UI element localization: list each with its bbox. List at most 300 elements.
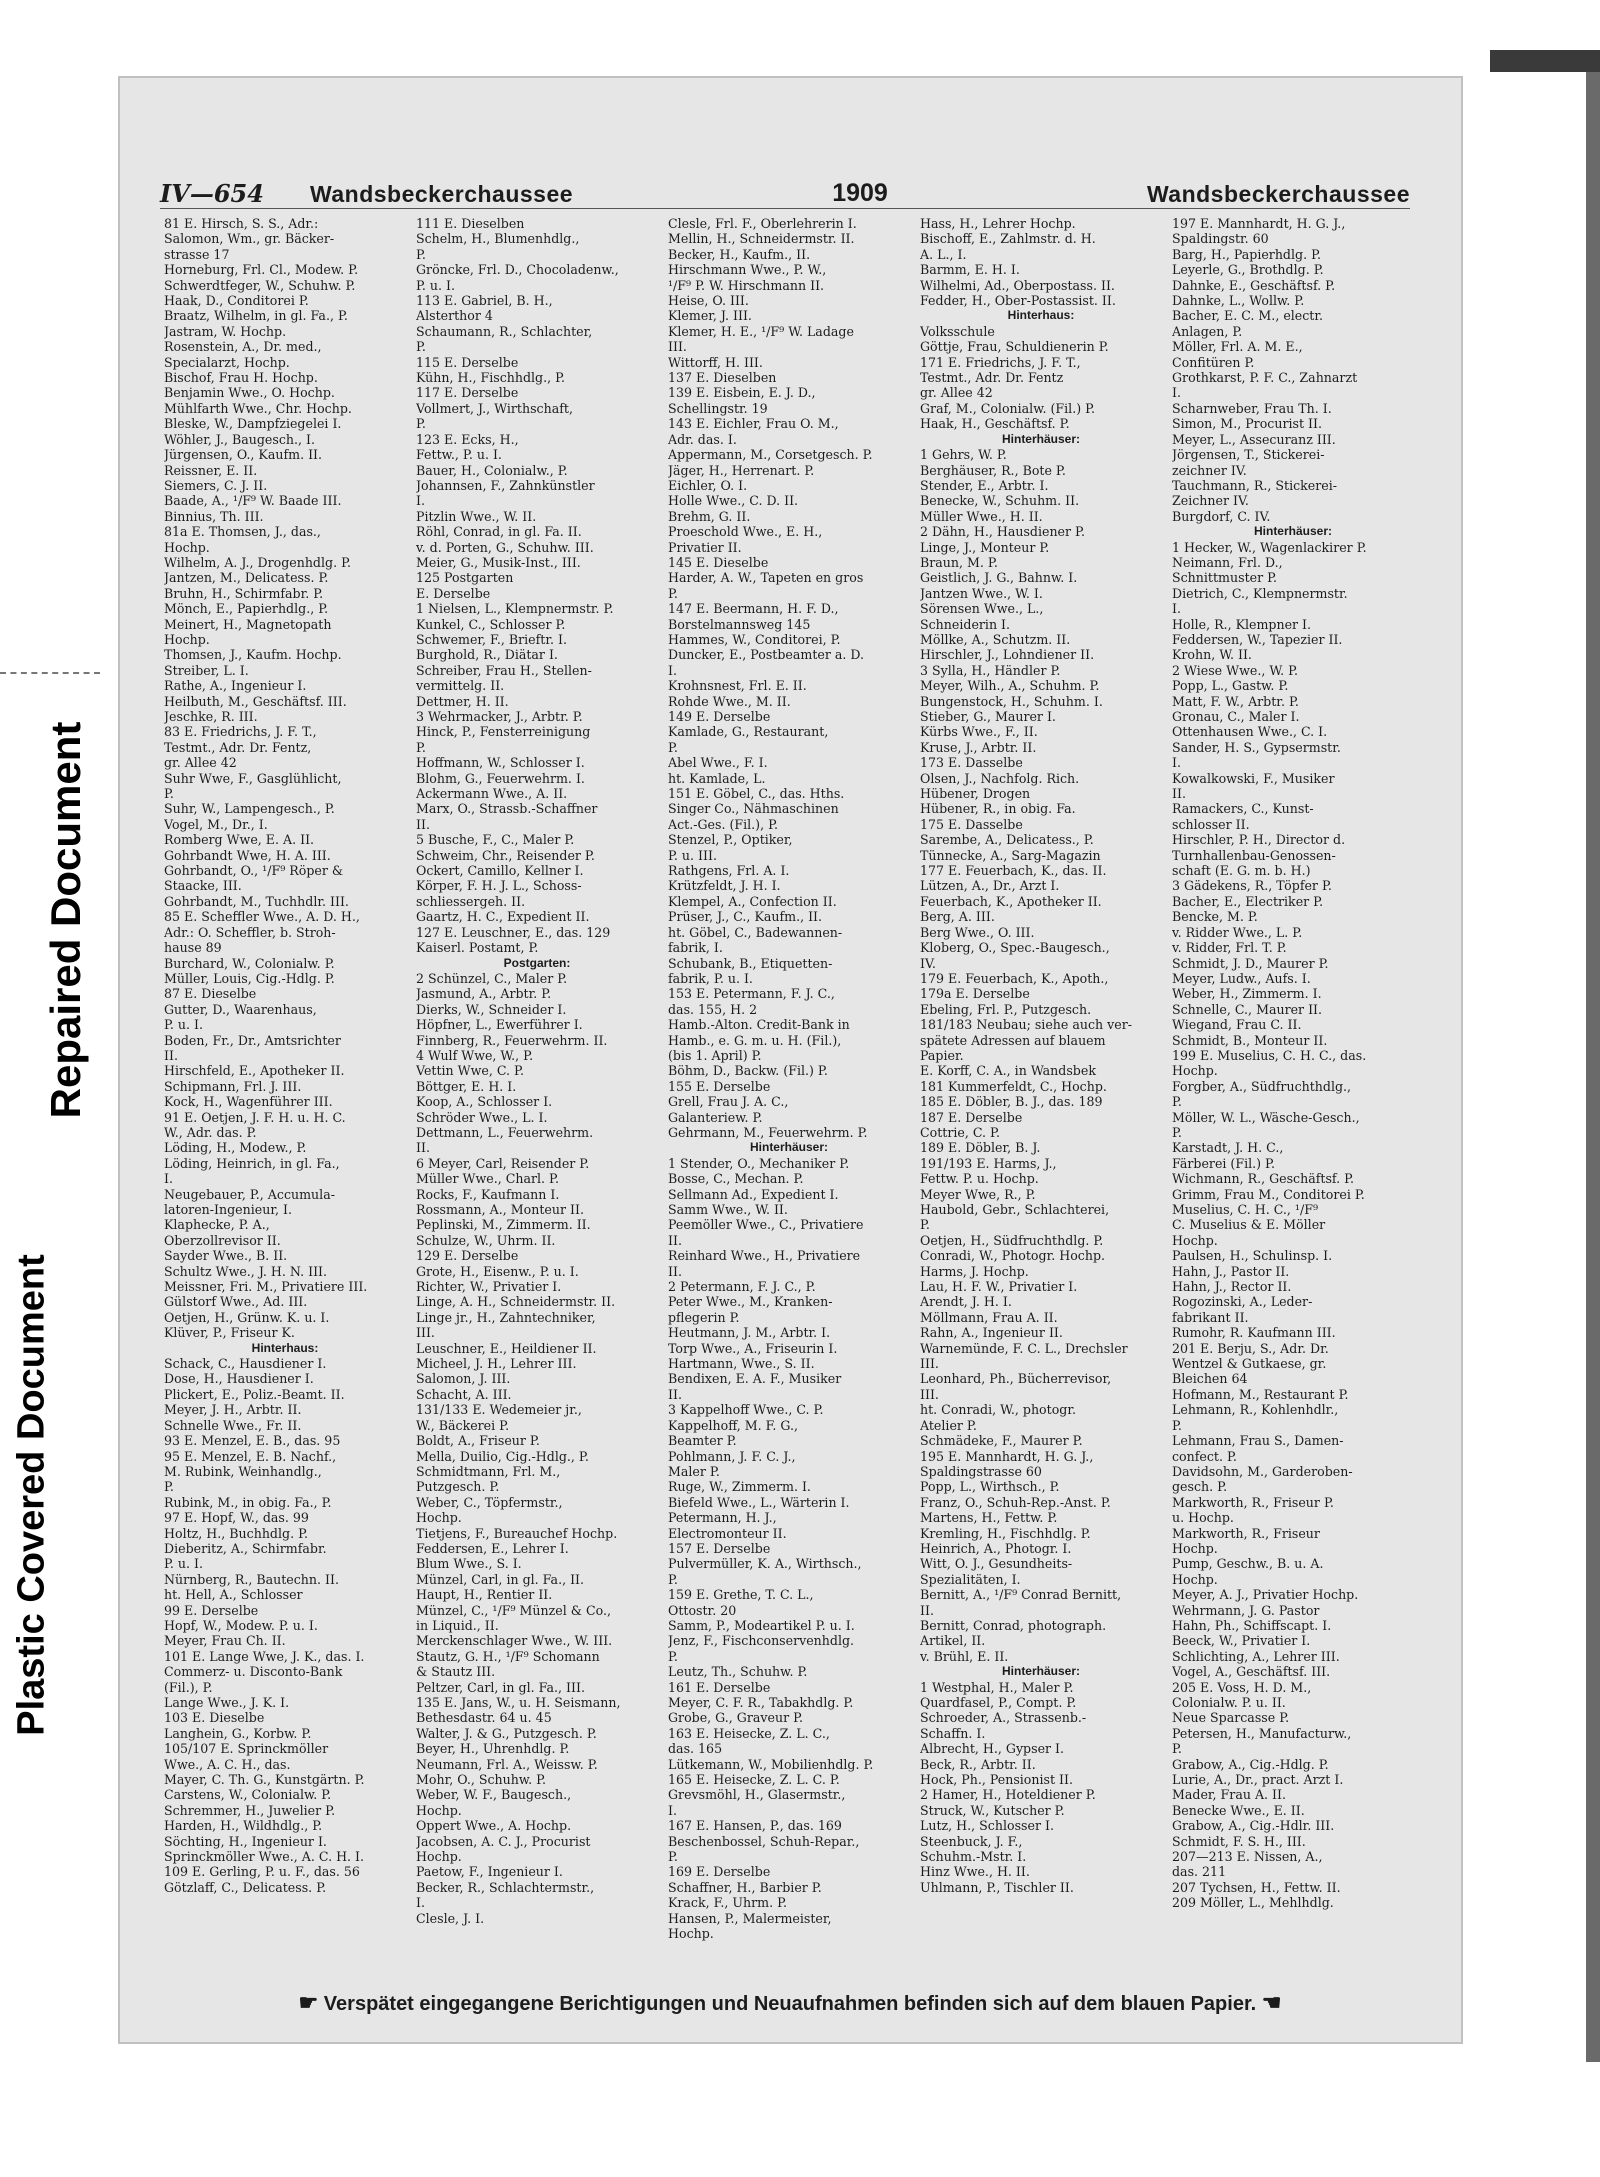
directory-entry: Söchting, H., Ingenieur I. [164, 1833, 327, 1849]
directory-entry: 4 Wulf Wwe, W., P. [416, 1047, 534, 1063]
cut-marker [0, 672, 100, 674]
directory-entry: Specialarzt, Hochp. [164, 354, 290, 370]
directory-entry: Gohrbandt, O., ¹/F⁹ Röper & [164, 863, 344, 879]
directory-entry: Hammes, W., Conditorei, P. [668, 631, 841, 647]
directory-entry: Pitzlin Wwe., W. II. [416, 508, 537, 524]
directory-entry: Bruhn, H., Schirmfabr. P. [164, 585, 324, 601]
directory-entry: P. [1172, 1741, 1182, 1757]
directory-entry: P. [668, 1648, 678, 1664]
directory-entry: 103 E. Dieselbe [164, 1710, 265, 1726]
directory-entry: Böhm, D., Backw. (Fil.) P. [668, 1063, 828, 1079]
directory-entry: Feddersen, W., Tapezier II. [1172, 631, 1343, 647]
directory-entry: Bacher, E. C. M., electr. [1172, 308, 1324, 324]
directory-entry: Hochp. [164, 631, 210, 647]
directory-entry: I. [668, 1802, 677, 1818]
directory-entry: Kruse, J., Arbtr. II. [920, 739, 1037, 755]
directory-entry: Dietrich, C., Klempnermstr. [1172, 585, 1348, 601]
directory-entry: Schuhm.-Mstr. I. [920, 1849, 1027, 1865]
directory-entry: Vogel, A., Geschäftsf. III. [1172, 1664, 1331, 1680]
directory-entry: Möllke, A., Schutzm. II. [920, 631, 1071, 647]
directory-entry: Lutz, H., Schlosser I. [920, 1818, 1054, 1834]
directory-entry: Krohnsnest, Frl. E. II. [668, 678, 807, 694]
directory-entry: Hinz Wwe., H. II. [920, 1864, 1030, 1880]
directory-entry: II. [416, 1140, 430, 1156]
directory-entry: Hamb., e. G. m. u. H. (Fil.), [668, 1032, 842, 1048]
directory-entry: Krohn, W. II. [1172, 647, 1252, 663]
directory-entry: Warnemünde, F. C. L., Drechsler [920, 1340, 1128, 1356]
directory-entry: Fettw. P. u. Hochp. [920, 1171, 1039, 1187]
directory-entry: II. [920, 1602, 934, 1618]
directory-entry: 149 E. Derselbe [668, 709, 771, 724]
directory-entry: Sander, H. S., Gypsermstr. [1172, 739, 1341, 755]
directory-entry: Schlichting, A., Lehrer III. [1172, 1648, 1340, 1664]
directory-entry: II. [1172, 786, 1186, 802]
directory-entry: Lehmann, Frau S., Damen- [1172, 1433, 1344, 1449]
directory-entry: 185 E. Döbler, B. J., das. 189 [920, 1094, 1103, 1110]
directory-entry: Papier. [920, 1047, 964, 1063]
directory-entry: 207—213 E. Nissen, A., [1172, 1849, 1323, 1865]
directory-entry: Sprinckmöller Wwe., A. C. H. I. [164, 1849, 365, 1865]
directory-entry: Kamlade, G., Restaurant, [668, 724, 829, 740]
directory-entry: vermittelg. II. [416, 678, 505, 694]
directory-entry: & Stautz III. [416, 1664, 496, 1680]
directory-entry: schlosser II. [1172, 816, 1250, 832]
directory-entry: Karstadt, J. H. C., [1172, 1140, 1284, 1156]
directory-entry: Schaffn. I. [920, 1725, 986, 1741]
directory-entry: Act.-Ges. (Fil.), P. [668, 816, 779, 832]
directory-entry: Spaldingstr. 60 [1172, 231, 1269, 247]
directory-entry: II. [164, 1047, 178, 1063]
directory-entry: Dettmer, H. II. [416, 693, 509, 709]
directory-entry: 163 E. Heisecke, Z. L. C., [668, 1725, 830, 1741]
directory-entry: Meyer, Ludw., Aufs. I. [1172, 970, 1311, 986]
directory-entry: Salomon, Wm., gr. Bäcker- [164, 231, 335, 247]
directory-entry: Davidsohn, M., Garderoben- [1172, 1463, 1353, 1479]
directory-entry: Bauer, H., Colonialw., P. [416, 462, 568, 478]
side-label-plastic-covered: Plastic Covered Document [10, 1254, 53, 1736]
directory-entry: 143 E. Eichler, Frau O. M., [668, 416, 839, 432]
directory-entry: Haak, H., Geschäftsf. P. [920, 416, 1070, 432]
section-heading: Hinterhaus: [251, 1340, 319, 1355]
directory-entry: Merckenschlager Wwe., W. III. [416, 1633, 613, 1649]
directory-entry: Bethesdastr. 64 u. 45 [416, 1710, 552, 1726]
directory-entry: Putzgesch. P. [416, 1479, 500, 1495]
directory-entry: Arendt, J. H. I. [920, 1294, 1012, 1310]
directory-entry: Müller Wwe., Charl. P. [416, 1171, 559, 1187]
directory-entry: Ottenhausen Wwe., C. I. [1172, 724, 1328, 740]
directory-entry: 189 E. Döbler, B. J. [920, 1140, 1041, 1156]
directory-entry: Schmidt, F. S. H., III. [1172, 1833, 1306, 1849]
directory-entry: Klemer, H. E., ¹/F⁹ W. Ladage [668, 323, 854, 339]
directory-entry: Pohlmann, J. F. C. J., [668, 1448, 796, 1464]
directory-entry: schliessergeh. II. [416, 893, 526, 909]
directory-entry: Struck, W., Kutscher P. [920, 1802, 1065, 1818]
directory-entry: Volksschule [920, 323, 995, 339]
directory-entry: E. Derselbe [416, 585, 491, 601]
directory-entry: Weber, C., Töpfermstr., [416, 1494, 563, 1510]
directory-entry: Schmidtmann, Frl. M., [416, 1463, 561, 1479]
directory-entry: Ottostr. 20 [668, 1602, 737, 1618]
directory-entry: Rosenstein, A., Dr. med., [164, 339, 322, 355]
directory-entry: Alsterthor 4 [416, 308, 493, 324]
directory-entry: 3 Sylla, H., Händler P. [920, 662, 1061, 678]
directory-entry: Harden, H., Wildhdlg., P. [164, 1818, 323, 1834]
directory-entry: 85 E. Scheffler Wwe., A. D. H., [164, 909, 360, 925]
directory-entry: Dose, H., Hausdiener I. [164, 1371, 314, 1387]
directory-entry: 6 Meyer, Carl, Reisender P. [416, 1155, 590, 1171]
directory-entry: Streiber, L. I. [164, 662, 249, 678]
directory-entry: Dahnke, E., Geschäftsf. P. [1172, 277, 1336, 293]
directory-entry: 105/107 E. Sprinckmöller [164, 1741, 329, 1757]
directory-entry: 195 E. Mannhardt, H. G. J., [920, 1448, 1094, 1464]
directory-entry: 3 Wehrmacker, J., Arbtr. P. [416, 709, 583, 724]
directory-entry: 3 Kappelhoff Wwe., C. P. [668, 1402, 824, 1418]
directory-entry: 145 E. Dieselbe [668, 554, 769, 570]
directory-entry: Appermann, M., Corsetgesch. P. [668, 447, 873, 463]
directory-entry: Krützfeldt, J. H. I. [668, 878, 781, 894]
directory-entry: Beyer, H., Uhrenhdlg. P. [416, 1741, 570, 1757]
directory-entry: 187 E. Derselbe [920, 1109, 1023, 1125]
directory-entry: II. [668, 1263, 682, 1279]
directory-entry: Testmt., Adr. Dr. Fentz, [164, 739, 312, 755]
directory-entry: 205 E. Voss, H. D. M., [1172, 1679, 1312, 1695]
directory-entry: 3 Gädekens, R., Töpfer P. [1172, 878, 1332, 894]
directory-entry: Mellin, H., Schneidermstr. II. [668, 231, 855, 247]
directory-entry: Sarembe, A., Delicatess., P. [920, 832, 1094, 848]
footer-note [160, 1990, 1420, 2016]
directory-entry: Pump, Geschw., B. u. A. [1172, 1556, 1324, 1572]
directory-entry: Atelier P. [920, 1417, 977, 1433]
directory-entry: Möllmann, Frau A. II. [920, 1309, 1058, 1325]
directory-entry: 5 Busche, F., C., Maler P. [416, 832, 575, 848]
directory-entry: Hass, H., Lehrer Hochp. [920, 216, 1076, 231]
directory-entry: Muselius, C. H. C., ¹/F⁹ [1172, 1202, 1319, 1217]
directory-entry: Dierks, W., Schneider I. [416, 1001, 567, 1017]
directory-entry: Möller, W. L., Wäsche-Gesch., [1172, 1109, 1360, 1125]
directory-entry: Maler P. [668, 1463, 720, 1479]
directory-entry: Schellingstr. 19 [668, 400, 768, 416]
directory-entry: Schulze, W., Uhrm. II. [416, 1232, 556, 1248]
directory-entry: Petermann, H. J., [668, 1510, 777, 1526]
directory-entry: P. [416, 246, 426, 262]
directory-entry: P. u. I. [416, 277, 456, 293]
directory-entry: Meinert, H., Magnetopath [164, 616, 332, 632]
directory-entry: 1 Nielsen, L., Klempnermstr. P. [416, 601, 614, 617]
directory-entry: Binnius, Th. III. [164, 508, 264, 524]
directory-entry: Vettin Wwe, C. P. [416, 1063, 524, 1079]
directory-entry: 101 E. Lange Wwe, J. K., das. I. [164, 1648, 365, 1664]
directory-entry: Wentzel & Gutkaese, gr. [1172, 1356, 1327, 1372]
entry-columns [164, 216, 1414, 2034]
directory-entry: Münzel, C., ¹/F⁹ Münzel & Co., [416, 1602, 611, 1618]
directory-entry: P. [416, 339, 426, 355]
directory-entry: Geistlich, J. G., Bahnw. I. [920, 570, 1078, 586]
directory-entry: Gaartz, H. C., Expedient II. [416, 909, 590, 925]
directory-entry: W., Bäckerei P. [416, 1417, 510, 1433]
directory-entry: P. [668, 1571, 678, 1587]
directory-entry: Salomon, J. III. [416, 1371, 511, 1387]
directory-entry: Leuschner, E., Heildiener II. [416, 1340, 597, 1356]
directory-entry: confect. P. [1172, 1448, 1237, 1464]
directory-entry: I. [416, 1895, 425, 1911]
directory-entry: Petersen, H., Manufacturw., [1172, 1725, 1352, 1741]
directory-entry: Hochp. [164, 539, 210, 555]
directory-entry: Rocks, F., Kaufmann I. [416, 1186, 560, 1202]
directory-entry: Schneiderin I. [920, 616, 1011, 632]
directory-entry: 199 E. Muselius, C. H. C., das. [1172, 1047, 1367, 1063]
directory-entry: Mühlfarth Wwe., Chr. Hochp. [164, 400, 352, 416]
directory-entry: Grevsmöhl, H., Glasermstr., [668, 1787, 846, 1803]
directory-entry: spätete Adressen auf blauem [920, 1032, 1106, 1048]
directory-entry: II. [668, 1386, 682, 1402]
directory-entry: Carstens, W., Colonialw. P. [164, 1787, 332, 1803]
directory-entry: II. [668, 1232, 682, 1248]
directory-entry: W., Adr. das. P. [164, 1124, 257, 1140]
directory-entry: 99 E. Derselbe [164, 1602, 259, 1618]
directory-entry: Turnhallenbau-Genossen- [1172, 847, 1336, 863]
directory-entry: Oppert Wwe., A. Hochp. [416, 1818, 572, 1834]
directory-entry: Klüver, P., Friseur K. [164, 1325, 295, 1341]
directory-entry: C. Muselius & E. Möller [1172, 1217, 1326, 1233]
directory-entry: Bischoff, E., Zahlmstr. d. H. [920, 231, 1096, 247]
directory-entry: 95 E. Menzel, E. B. Nachf., [164, 1448, 337, 1464]
directory-entry: A. L., I. [920, 246, 967, 262]
directory-entry: Hahn, Ph., Schiffscapt. I. [1172, 1617, 1332, 1633]
directory-entry: Rathe, A., Ingenieur I. [164, 678, 307, 694]
directory-entry: P. u. I. [164, 1017, 204, 1033]
directory-entry: Kock, H., Wagenführer III. [164, 1094, 333, 1110]
directory-entry: Brehm, G. II. [668, 508, 751, 524]
directory-entry: Ebeling, Frl. P., Putzgesch. [920, 1001, 1092, 1017]
directory-entry: Schwemer, F., Brieftr. I. [416, 631, 567, 647]
directory-entry: Wilhelm, A. J., Drogenhdlg. P. [164, 554, 352, 570]
directory-entry: Neimann, Frl. D., [1172, 554, 1283, 570]
directory-entry: Jantzen, M., Delicatess. P. [164, 570, 329, 586]
directory-entry: P. u. III. [668, 847, 717, 863]
directory-entry: Burchard, W., Colonialw. P. [164, 955, 335, 971]
directory-entry: v. Ridder, Frl. T. P. [1172, 940, 1287, 956]
directory-entry: gr. Allee 42 [920, 385, 993, 401]
directory-entry: Rumohr, R. Kaufmann III. [1172, 1325, 1336, 1341]
directory-entry: Wöhler, J., Baugesch., I. [164, 431, 315, 447]
directory-entry: Forgber, A., Südfruchthdlg., [1172, 1078, 1352, 1094]
directory-entry: Hirschler, J., Lohndiener II. [920, 647, 1095, 663]
directory-entry: P. [416, 416, 426, 432]
directory-entry: Fedder, H., Ober-Postassist. II. [920, 293, 1116, 309]
directory-entry: Berghäuser, R., Bote P. [920, 462, 1066, 478]
directory-entry: Steenbuck, J. F., [920, 1833, 1023, 1849]
directory-entry: Weber, W. F., Baugesch., [416, 1787, 572, 1803]
directory-entry: Hinck, P., Fensterreinigung [416, 724, 591, 740]
directory-entry: Gutter, D., Waarenhaus, [164, 1001, 317, 1017]
directory-entry: Marx, O., Strassb.-Schaffner [416, 801, 598, 817]
directory-entry: 91 E. Oetjen, J. F. H. u. H. C. [164, 1109, 346, 1125]
directory-entry: Blohm, G., Feuerwehrm. I. [416, 770, 585, 786]
directory-entry: I. [668, 662, 677, 678]
directory-entry: Gehrmann, M., Feuerwehrm. P. [668, 1124, 868, 1140]
column-2 [416, 216, 658, 2034]
directory-entry: 137 E. Dieselben [668, 370, 777, 386]
directory-entry: Benecke, W., Schuhm. II. [920, 493, 1080, 509]
directory-entry: Torp Wwe., A., Friseurin I. [668, 1340, 838, 1356]
directory-entry: Kremling, H., Fischhdlg. P. [920, 1525, 1091, 1541]
directory-entry: Pulvermüller, K. A., Wirthsch., [668, 1556, 862, 1572]
directory-entry: Uhlmann, P., Tischler II. [920, 1879, 1074, 1895]
directory-entry: Burghold, R., Diätar I. [416, 647, 558, 663]
directory-entry: Vogel, M., Dr., I. [164, 816, 268, 832]
side-label-repaired: Repaired Document [42, 721, 89, 1119]
directory-entry: Boden, Fr., Dr., Amtsrichter [164, 1032, 341, 1048]
directory-entry: Rohde Wwe., M. II. [668, 693, 791, 709]
directory-entry: 83 E. Friedrichs, J. F. T., [164, 724, 317, 740]
directory-entry: Blum Wwe., S. I. [416, 1556, 522, 1572]
page-header [160, 174, 1410, 209]
directory-entry: das. 155, H. 2 [668, 1001, 758, 1017]
directory-entry: Bencke, M. P. [1172, 909, 1258, 925]
directory-entry: (bis 1. April) P. [668, 1047, 762, 1063]
directory-entry: 2 Schünzel, C., Maler P. [416, 970, 568, 986]
directory-entry: 175 E. Dasselbe [920, 816, 1023, 832]
directory-entry: Jastram, W. Hochp. [164, 323, 287, 339]
directory-entry: Spaldingstrasse 60 [920, 1463, 1042, 1479]
directory-entry: schaft (E. G. m. b. H.) [1172, 863, 1311, 879]
directory-entry: Colonialw. P. u. II. [1172, 1695, 1286, 1710]
directory-entry: 139 E. Eisbein, E. J. D., [668, 385, 816, 401]
directory-entry: Franz, O., Schuh-Rep.-Anst. P. [920, 1494, 1111, 1510]
directory-entry: Bacher, E., Electriker P. [1172, 893, 1324, 909]
directory-entry: 161 E. Derselbe [668, 1679, 771, 1695]
directory-entry: Barg, H., Papierhdlg. P. [1172, 246, 1322, 262]
directory-entry: Braatz, Wilhelm, in gl. Fa., P. [164, 308, 348, 324]
directory-entry: Tünnecke, A., Sarg-Magazin [920, 847, 1101, 863]
directory-entry: Beeck, W., Privatier I. [1172, 1633, 1311, 1649]
directory-entry: Linge, J., Monteur P. [920, 539, 1050, 555]
directory-entry: Löding, H., Modew., P. [164, 1140, 307, 1156]
directory-entry: Tietjens, F., Bureauchef Hochp. [416, 1525, 618, 1541]
directory-entry: Stenzel, P., Optiker, [668, 832, 793, 848]
directory-entry: Popp, L., Gastw. P. [1172, 678, 1289, 694]
directory-entry: P. [668, 1849, 678, 1865]
directory-entry: Olsen, J., Nachfolg. Rich. [920, 770, 1080, 786]
directory-entry: 207 Tychsen, H., Fettw. II. [1172, 1879, 1341, 1895]
directory-entry: Wwe., A. C. H., das. [164, 1756, 291, 1772]
directory-entry: Dahnke, L., Wollw. P. [1172, 293, 1305, 309]
directory-entry: Böttger, E. H. I. [416, 1078, 517, 1094]
directory-entry: Paetow, F., Ingenieur I. [416, 1864, 563, 1880]
section-heading: Hinterhäuser: [1001, 1664, 1081, 1679]
directory-entry: Hochp. [668, 1926, 714, 1942]
directory-entry: P. [668, 739, 678, 755]
pointing-hand-right-icon: ☛ [298, 1990, 319, 2015]
directory-entry: Eichler, O. I. [668, 477, 748, 493]
directory-entry: Witt, O. J., Gesundheits- [920, 1556, 1073, 1572]
directory-entry: Fettw., P. u. I. [416, 447, 502, 463]
directory-entry: Oetjen, H., Grünw. K. u. I. [164, 1309, 330, 1325]
column-3 [668, 216, 910, 2034]
directory-entry: Romberg Wwe, E. A. II. [164, 832, 315, 848]
pointing-hand-left-icon: ☚ [1261, 1990, 1282, 2015]
directory-entry: Ruge, W., Zimmerm. I. [668, 1479, 811, 1495]
directory-entry: Grabow, A., Cig.-Hdlg. P. [1172, 1756, 1329, 1772]
directory-entry: Grote, H., Eisenw., P. u. I. [416, 1263, 579, 1279]
directory-entry: 2 Petermann, F. J. C., P. [668, 1279, 816, 1295]
directory-entry: Ramackers, C., Kunst- [1172, 801, 1314, 817]
directory-entry: Meyer, C. F. R., Tabakhdlg. P. [668, 1695, 854, 1710]
directory-entry: Becker, R., Schlachtermstr., [416, 1879, 595, 1895]
directory-entry: Borstelmannsweg 145 [668, 616, 811, 632]
directory-entry: Rogozinski, A., Leder- [1172, 1294, 1313, 1310]
directory-entry: Müller Wwe., H. II. [920, 508, 1043, 524]
directory-entry: Dettmann, L., Feuerwehrm. [416, 1124, 594, 1140]
directory-entry: Bernitt, Conrad, photograph. [920, 1617, 1107, 1633]
directory-entry: 2 Wiese Wwe., W. P. [1172, 662, 1298, 678]
directory-entry: Schmidt, B., Monteur II. [1172, 1032, 1328, 1048]
directory-entry: Kunkel, C., Schlosser P. [416, 616, 566, 632]
directory-entry: Heise, O. III. [668, 293, 749, 309]
directory-entry: Markworth, R., Friseur [1172, 1525, 1320, 1541]
directory-entry: Lehmann, R., Kohlenhdlr., [1172, 1402, 1339, 1418]
directory-entry: Mayer, C. Th. G., Kunstgärtn. P. [164, 1772, 365, 1788]
directory-entry: Peter Wwe., M., Kranken- [668, 1294, 833, 1310]
directory-entry: Tauchmann, R., Stickerei- [1172, 477, 1337, 493]
directory-entry: Adr.: O. Scheffler, b. Stroh- [164, 924, 336, 940]
street-title-left: Wandsbeckerchaussee [310, 181, 574, 207]
directory-entry: gesch. P. [1172, 1479, 1228, 1495]
directory-entry: Klaphecke, P. A., [164, 1217, 270, 1233]
directory-entry: P. [668, 585, 678, 601]
directory-entry: Schremmer, H., Juwelier P. [164, 1802, 336, 1818]
directory-entry: Kürbs Wwe., F., II. [920, 724, 1038, 740]
directory-entry: Suhr, W., Lampengesch., P. [164, 801, 335, 817]
directory-entry: fabrikant II. [1172, 1309, 1249, 1325]
directory-entry: 127 E. Leuschner, E., das. 129 [416, 924, 611, 940]
directory-entry: Schacht, A. III. [416, 1386, 512, 1402]
directory-entry: 165 E. Heisecke, Z. L. C. P. [668, 1772, 840, 1788]
directory-entry: Schnelle Wwe., Fr. II. [164, 1417, 302, 1433]
directory-entry: P. [920, 1217, 930, 1233]
directory-entry: 153 E. Petermann, F. J. C., [668, 986, 835, 1002]
directory-entry: Lurie, A., Dr., pract. Arzt I. [1172, 1772, 1344, 1788]
directory-entry: ht. Conradi, W., photogr. [920, 1402, 1076, 1418]
directory-entry: Schultz Wwe., J. H. N. III. [164, 1263, 328, 1279]
page-number: IV—654 [160, 179, 264, 208]
directory-entry: Schelm, H., Blumenhdlg., [416, 231, 580, 247]
directory-entry: Nürnberg, R., Bautechn. II. [164, 1571, 339, 1587]
directory-entry: Möller, Frl. A. M. E., [1172, 339, 1303, 355]
directory-entry: gr. Allee 42 [164, 755, 237, 771]
directory-entry: Gröncke, Frl. D., Chocoladenw., [416, 262, 619, 278]
directory-entry: Schnelle, C., Maurer II. [1172, 1001, 1323, 1017]
directory-entry: v. d. Porten, G., Schuhw. III. [416, 539, 594, 555]
directory-entry: 171 E. Friedrichs, J. F. T., [920, 354, 1081, 370]
directory-entry: Jürgensen, O., Kaufm. II. [164, 447, 323, 463]
directory-entry: ht. Hell, A., Schlosser [164, 1587, 303, 1603]
directory-entry: Heutmann, J. M., Arbtr. I. [668, 1325, 831, 1341]
directory-entry: Hock, Ph., Pensionist II. [920, 1772, 1074, 1788]
directory-entry: Wehrmann, J. G. Pastor [1172, 1602, 1320, 1618]
directory-entry: Haupt, H., Rentier II. [416, 1587, 553, 1603]
directory-entry: Wiegand, Frau C. II. [1172, 1017, 1302, 1033]
directory-entry: zeichner IV. [1172, 462, 1247, 478]
directory-entry: ht. Kamlade, L. [668, 770, 766, 786]
directory-entry: Boldt, A., Friseur P. [416, 1433, 540, 1449]
directory-entry: Benecke Wwe., E. II. [1172, 1802, 1305, 1818]
directory-entry: Ackermann Wwe., A. II. [416, 786, 568, 802]
directory-entry: Beschenbossel, Schuh-Repar., [668, 1833, 860, 1849]
directory-entry: III. [920, 1356, 939, 1372]
directory-entry: Kloberg, O., Spec.-Baugesch., [920, 940, 1110, 956]
directory-entry: Haubold, Gebr., Schlachterei, [920, 1202, 1110, 1217]
